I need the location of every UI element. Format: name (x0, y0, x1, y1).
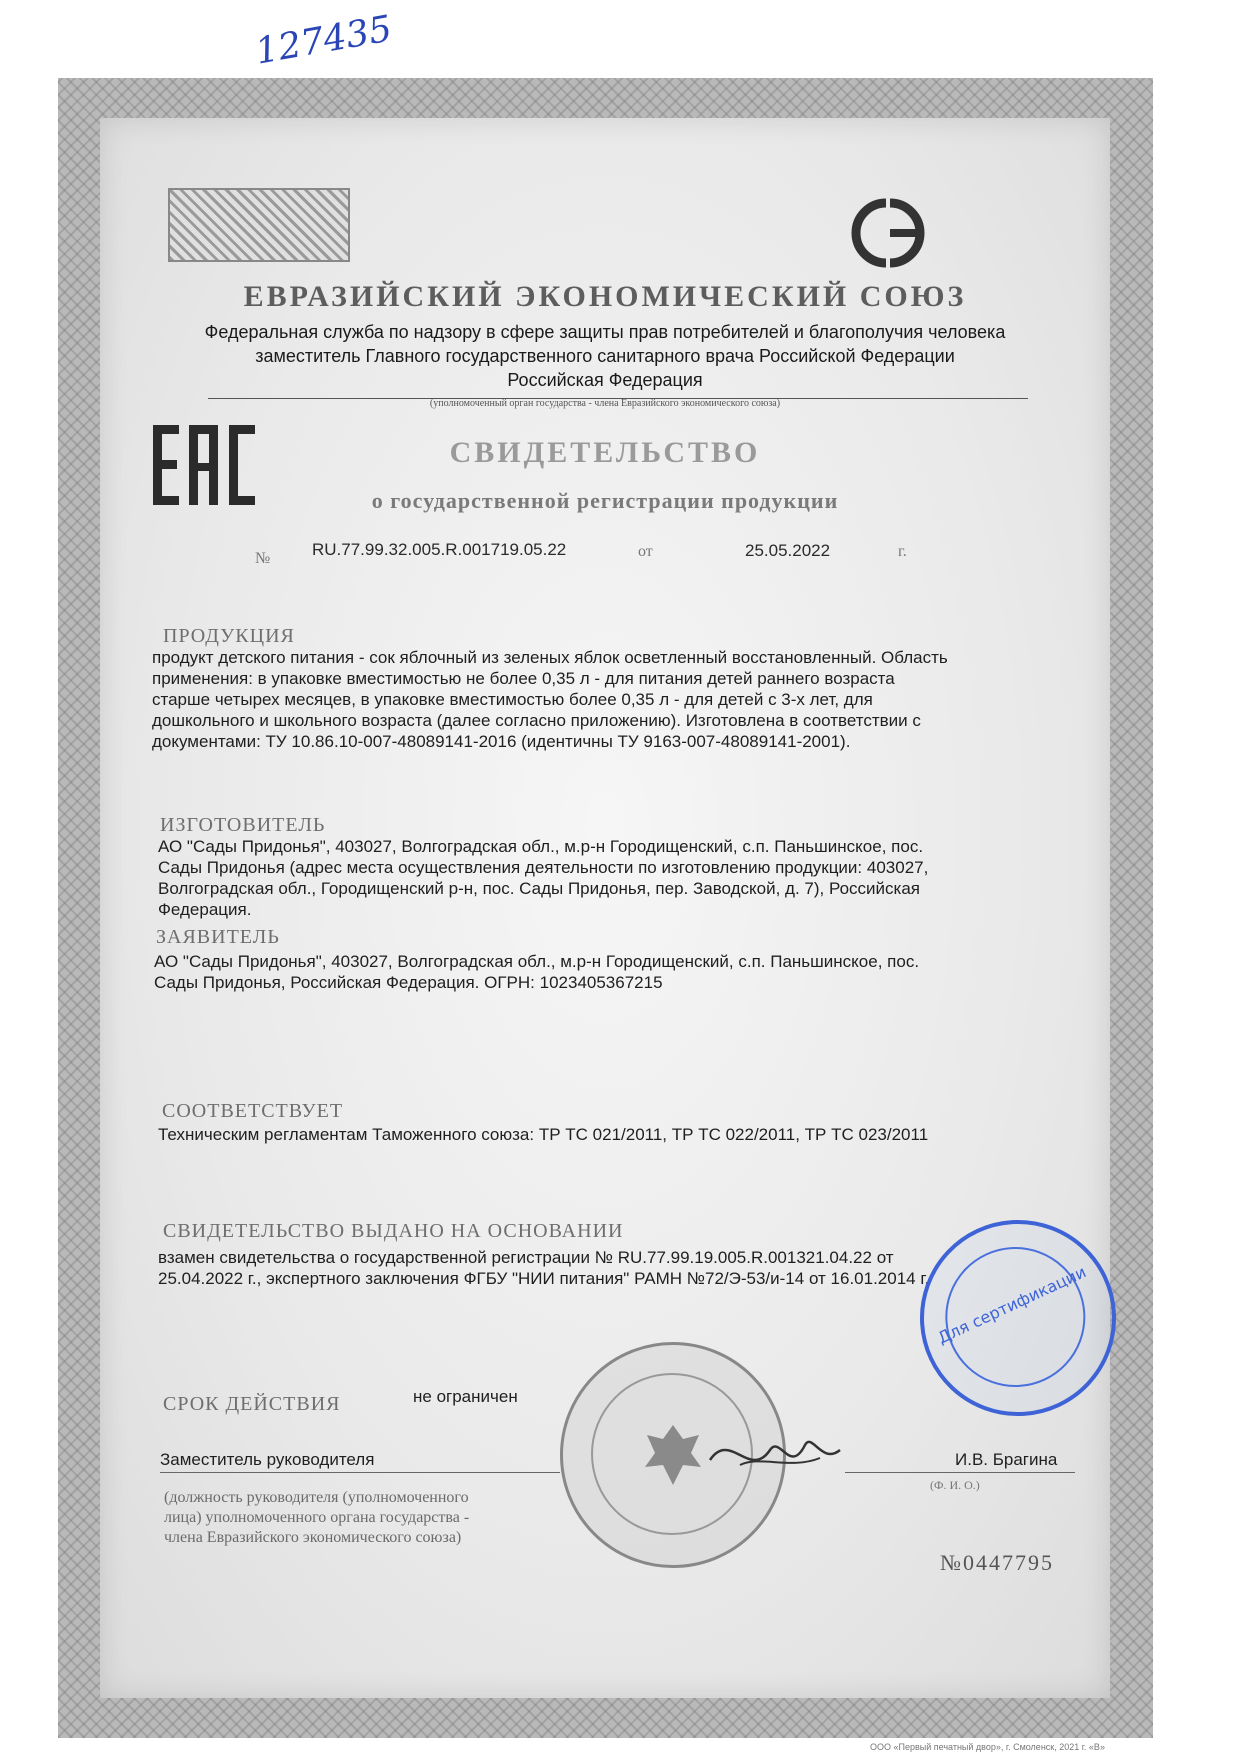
union-title: ЕВРАЗИЙСКИЙ ЭКОНОМИЧЕСКИЙ СОЮЗ (243, 280, 967, 313)
applicant-heading: ЗАЯВИТЕЛЬ (156, 926, 280, 948)
product-line: документами: ТУ 10.86.10-007-48089141-2016 (идентичны ТУ 9163-007-48089141-2001). (152, 732, 851, 751)
organ-note: (уполномоченный орган государства - члена Евразийского экономического союза) (429, 398, 781, 409)
applicant-line: АО "Сады Придонья", 403027, Волгоградская обл., м.р-н Городищенский, с.п. Паньшинское, пос. (154, 952, 920, 971)
applicant-line: Сады Придонья, Российская Федерация. ОГРН: 1023405367215 (154, 973, 663, 992)
validity-value: не ограничен (413, 1387, 518, 1406)
product-line: применения: в упаковке вместимостью не более 0,35 л - для питания детей раннего возраста (152, 669, 895, 688)
manufacturer-line: Волгоградская обл., Городищенский р-н, пос. Сады Придонья, пер. Заводской, д. 7), Российская (158, 879, 920, 898)
basis-line: 25.04.2022 г., экспертного заключения ФГБУ "НИИ питания" РАМН №72/Э-53/и-14 от 16.01.2014 г. (158, 1269, 930, 1288)
position-underline (160, 1472, 560, 1473)
stamp-text: Для сертификации (934, 1262, 1089, 1348)
form-number: №0447795 (940, 1550, 1054, 1575)
validity-heading: СРОК ДЕЙСТВИЯ (163, 1393, 341, 1415)
handwritten-number: 127435 (252, 8, 395, 73)
certificate-subtitle: о государственной регистрации продукции (371, 488, 839, 513)
signatory-position: Заместитель руководителя (160, 1450, 375, 1469)
hologram-sticker (168, 188, 350, 262)
manufacturer-heading: ИЗГОТОВИТЕЛЬ (160, 814, 326, 836)
authority-line-3: Российская Федерация (507, 370, 703, 390)
applicant-description (154, 951, 919, 993)
manufacturer-line: Сады Придонья (адрес места осуществления деятельности по изготовлению продукции: 403027, (158, 858, 929, 877)
conformity-text: Техническим регламентам Таможенного союза: ТР ТС 021/2011, ТР ТС 022/2011, ТР ТС 023/2011 (158, 1125, 929, 1144)
position-note-line: лица) уполномоченного органа государства - (164, 1509, 470, 1526)
basis-line: взамен свидетельства о государственной регистрации № RU.77.99.19.005.R.001321.04.22 от (158, 1248, 894, 1267)
stamp-inner-ring (922, 1224, 1108, 1410)
ce-logo-icon (838, 195, 938, 271)
manufacturer-description (158, 836, 928, 920)
from-label: от (638, 543, 653, 560)
position-note-line: (должность руководителя (уполномоченного (164, 1489, 469, 1506)
product-line: старше четырех месяцев, в упаковке вместимостью более 0,35 л - для детей с 3-х лет, для (152, 690, 873, 709)
certificate-title: СВИДЕТЕЛЬСТВО (449, 436, 761, 469)
signature-icon (700, 1420, 850, 1490)
name-underline (845, 1472, 1075, 1473)
position-note-line: члена Евразийского экономического союза) (164, 1529, 462, 1546)
printer-note: ООО «Первый печатный двор», г. Смоленск, 2021 г. «В» (870, 1742, 1105, 1752)
basis-description (158, 1247, 929, 1289)
product-line: дошкольного и школьного возраста (далее согласно приложению). Изготовлена в соответствии с (152, 711, 921, 730)
number-label: № (255, 550, 271, 567)
product-heading: ПРОДУКЦИЯ (163, 625, 295, 647)
registration-number: RU.77.99.32.005.R.001719.05.22 (312, 540, 567, 559)
name-note: (Ф. И. О.) (930, 1478, 980, 1492)
authority-line-1: Федеральная служба по надзору в сфере защиты прав потребителей и благополучия человека (204, 322, 1006, 342)
position-note (164, 1488, 469, 1548)
conformity-heading: СООТВЕТСТВУЕТ (162, 1100, 344, 1122)
year-suffix: г. (898, 543, 907, 560)
authority-line-2: заместитель Главного государственного санитарного врача Российской Федерации (255, 346, 955, 366)
basis-heading: СВИДЕТЕЛЬСТВО ВЫДАНО НА ОСНОВАНИИ (163, 1220, 624, 1242)
product-line: продукт детского питания - сок яблочный из зеленых яблок осветленный восстановленный. Область (152, 648, 948, 667)
manufacturer-line: АО "Сады Придонья", 403027, Волгоградская обл., м.р-н Городищенский, с.п. Паньшинское, пос. (158, 837, 924, 856)
signatory-name: И.В. Брагина (955, 1450, 1058, 1469)
manufacturer-line: Федерация. (158, 900, 252, 919)
registration-date: 25.05.2022 (745, 541, 831, 560)
product-description (152, 647, 948, 752)
